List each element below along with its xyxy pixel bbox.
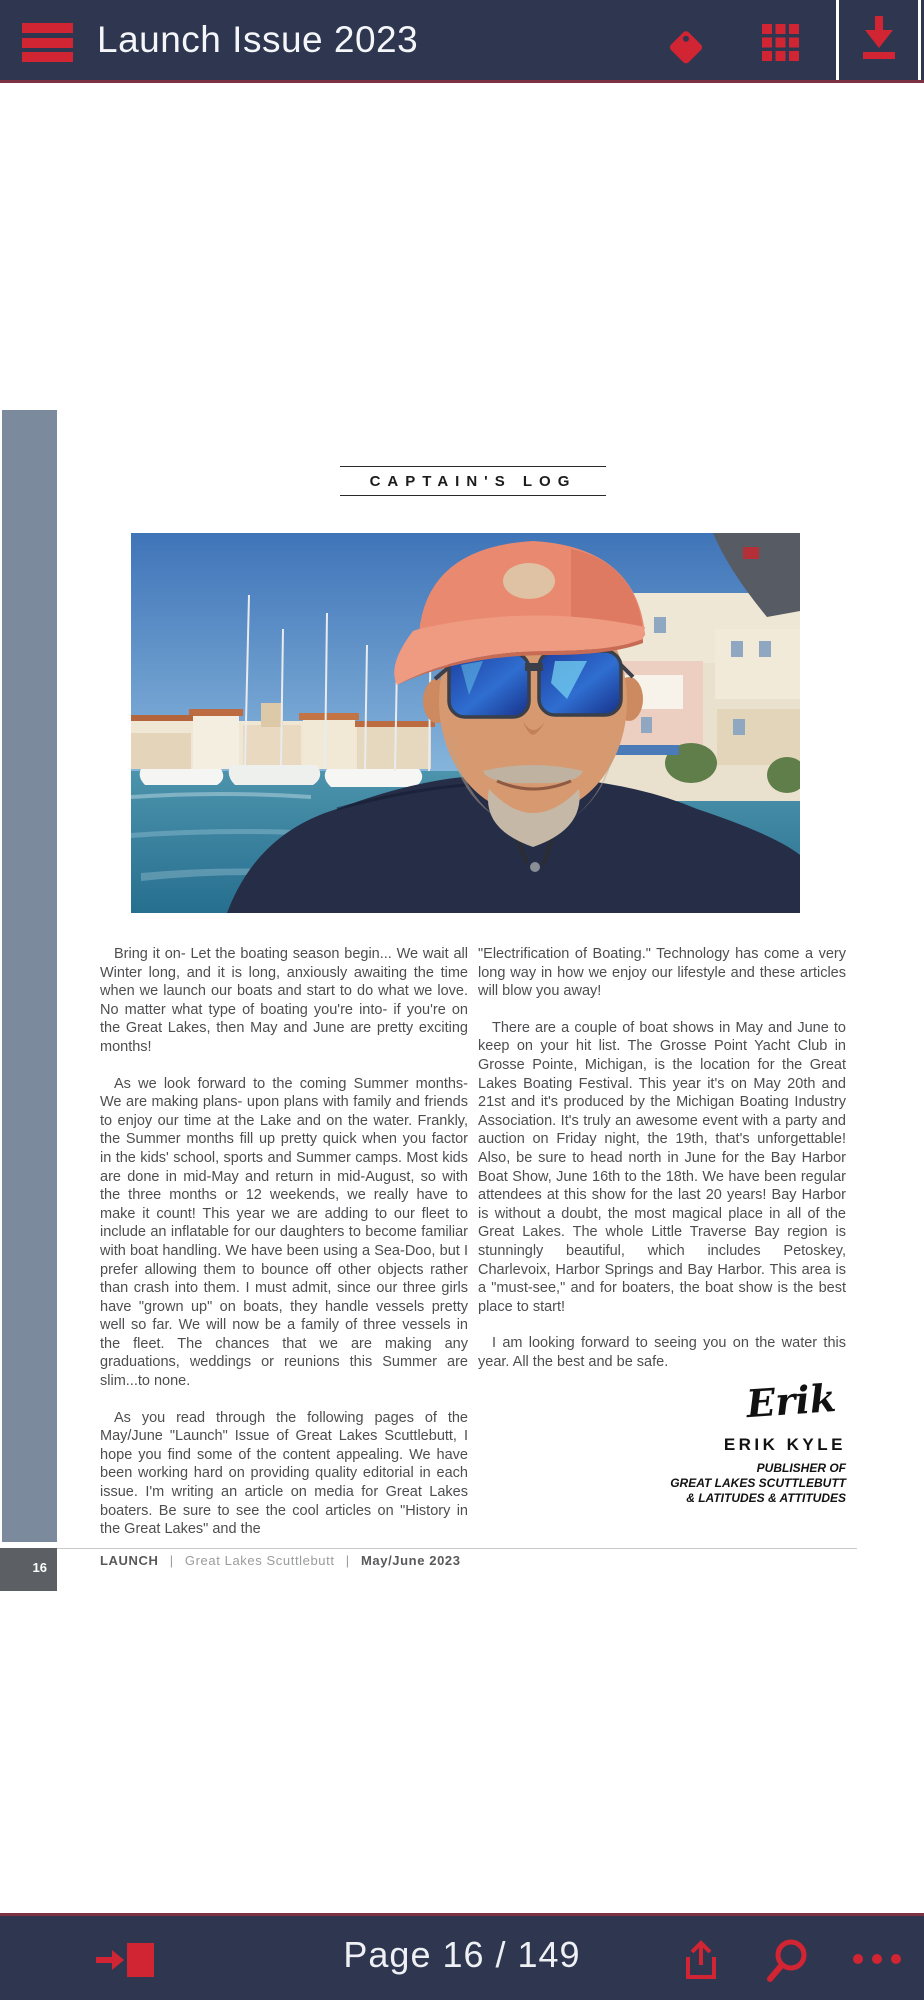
paragraph: Bring it on- Let the boating season begin... We wait all Winter long, and it is long, anxiously awaiting the time when we launch our boats and start to do what we love. No matter what type of boating you're into- if you're on the Great Lakes, then May and June are pretty exciting months! (100, 946, 468, 1055)
download-icon (859, 16, 899, 64)
footer-magazine: Great Lakes Scuttlebutt (184, 1553, 335, 1568)
more-options-button[interactable] (852, 1952, 902, 1964)
paragraph: As you read through the following pages of the May/June "Launch" Issue of Great Lakes Scuttlebutt, I hope you find some of the content appealing. We have been working hard on providing quality editorial in each issue. I'm writing an article on media for Great Lakes boaters. Be sure to see the cool articles on "History in the Great Lakes" and the (100, 1409, 468, 1538)
author-block (478, 1436, 846, 1506)
menu-button[interactable] (22, 23, 73, 62)
page-number-box: 16 (0, 1548, 57, 1591)
hamburger-icon (22, 23, 73, 62)
jump-to-page-button[interactable] (96, 1943, 154, 1977)
publisher-signature: Erik (744, 1375, 838, 1427)
share-button[interactable] (681, 1940, 721, 1980)
page-footer-line (100, 1553, 461, 1568)
article-right-column (478, 945, 846, 1506)
paragraph: As we look forward to the coming Summer months- We are making plans- upon plans with family and friends to enjoy our time at the Lake and on the water. Frankly, the Summer months fill up pretty quick when you factor in the kids' school, sports and Summer camps. Most kids are done in mid-May and return in mid-August, so with the three months or 12 weekends, we really have to make it count! This year we are adding to our fleet to include an inflatable for our daughters to become familiar with boat handling. We have been using a Sea-Doo, but I prefer allowing them to bounce off other objects rather than crash into them. I must admit, since our three girls have "grown up" on boats, they handle vessels pretty well so far. We will now be a family of three vessels in the fleet. The chances that we are making any graduations, weddings or reunions this Summer are slim...to none. (100, 1075, 468, 1390)
section-heading-wrap (100, 466, 846, 496)
footer-separator: | (345, 1553, 350, 1568)
search-button[interactable] (766, 1938, 810, 1984)
author-name: ERIK KYLE (723, 1435, 846, 1455)
bookmark-tag-button[interactable] (666, 28, 706, 68)
search-icon (766, 1938, 810, 1984)
top-toolbar (0, 0, 924, 83)
share-icon (681, 1940, 721, 1980)
issue-title: Launch Issue 2023 (97, 19, 419, 60)
author-title-line: GREAT LAKES SCUTTLEBUTT (670, 1475, 846, 1490)
ellipsis-icon (852, 1953, 902, 1965)
thumbnail-grid-icon (762, 24, 800, 62)
paragraph: "Electrification of Boating." Technology has come a very long way in how we enjoy our lifestyle and these articles will blow you away! (478, 946, 846, 1000)
footer-brand: LAUNCH (100, 1553, 159, 1568)
footer-separator: | (169, 1553, 174, 1568)
author-title-line: PUBLISHER OF (756, 1460, 846, 1475)
page-accent-bar (2, 410, 57, 1542)
section-title: CAPTAIN'S LOG (340, 466, 607, 496)
footer-divider (57, 1548, 857, 1549)
thumbnail-grid-button[interactable] (762, 24, 800, 62)
jump-to-page-icon (96, 1943, 154, 1977)
footer-issue: May/June 2023 (360, 1553, 461, 1568)
page-indicator[interactable]: Page 16 / 149 (343, 1934, 581, 1975)
tag-icon (666, 28, 706, 68)
author-title-line: & LATITUDES & ATTITUDES (686, 1490, 846, 1505)
download-button[interactable] (836, 0, 921, 80)
paragraph: There are a couple of boat shows in May and June to keep on your hit list. The Grosse Point Yacht Club in Grosse Pointe, Michigan, is the location for the Great Lakes Boating Festival. This year it's on May 20th and 21st and it's produced by the Michigan Boating Industry Association. It's truly an awesome event with a party and auction on Friday night, the 19th, that's unforgettable! Also, be sure to head north in June for the Bay Harbor Boat Show, June 16th to the 18th. We have been regular attendees at this show for the last 20 years! Bay Harbor is without a doubt, the most magical place in all of the Great Lakes. The whole Little Traverse Bay region is stunningly beautiful, which includes Petoskey, Charlevoix, Harbor Springs and Bay Harbor. This area is a "must-see," and for boaters, the boat show is the best place to start! (478, 1019, 846, 1315)
captains-log-photo (131, 533, 800, 913)
article-left-column (100, 945, 468, 1557)
paragraph: I am looking forward to seeing you on the water this year. All the best and be safe. (478, 1335, 846, 1370)
